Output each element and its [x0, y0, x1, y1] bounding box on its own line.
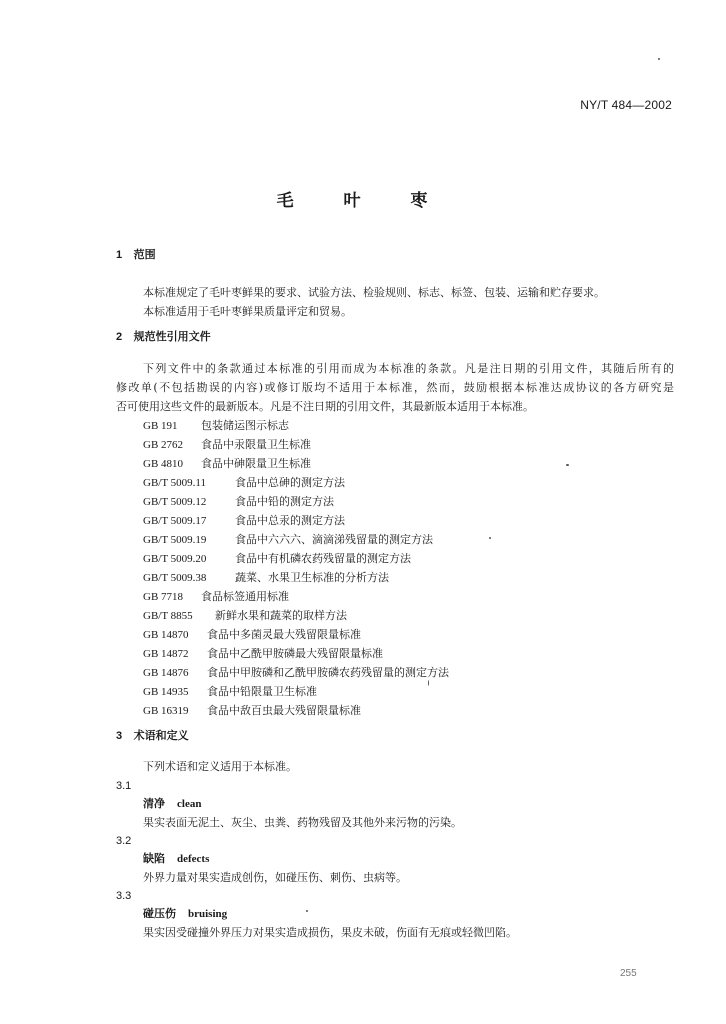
scan-speck	[566, 464, 569, 466]
reference-title: 食品中敌百虫最大残留限量标准	[207, 704, 361, 717]
term-heading	[143, 907, 227, 921]
references-paragraph-line-2: 修改单(不包括勘误的内容)或修订版均不适用于本标准，然而，鼓励根据本标准达成协议的各方研究是	[116, 381, 674, 394]
reference-title: 食品中铅限量卫生标准	[207, 685, 317, 698]
term-cn: 碰压伤	[143, 907, 176, 920]
section-2-heading	[116, 330, 211, 344]
term-cn: 缺陷	[143, 852, 165, 865]
section-title: 规范性引用文件	[133, 330, 211, 343]
reference-item	[143, 647, 383, 661]
reference-item	[143, 685, 317, 699]
term-heading	[143, 797, 201, 811]
scan-speck	[306, 910, 308, 912]
scan-speck	[658, 58, 660, 60]
reference-title: 食品中有机磷农药残留量的测定方法	[235, 552, 411, 565]
reference-item	[143, 704, 361, 718]
reference-title: 食品中汞限量卫生标准	[201, 438, 311, 451]
term-en: defects	[177, 853, 210, 865]
reference-title: 食品中砷限量卫生标准	[201, 457, 311, 470]
reference-title: 食品中六六六、滴滴涕残留量的测定方法	[235, 533, 433, 546]
reference-item	[143, 476, 345, 490]
reference-code: GB/T 5009.12	[143, 496, 207, 508]
section-3-heading	[116, 729, 189, 743]
section-number: 1	[116, 249, 123, 261]
section-number: 3	[116, 730, 123, 742]
term-en: bruising	[188, 908, 228, 920]
term-number: 3.2	[116, 835, 132, 847]
reference-code: GB 4810	[143, 458, 184, 470]
reference-item	[143, 457, 311, 471]
reference-code: GB/T 5009.38	[143, 572, 207, 584]
section-title: 范围	[133, 248, 156, 261]
term-definition: 果实表面无泥土、灰尘、虫粪、药物残留及其他外来污物的污染。	[143, 816, 462, 829]
reference-item	[143, 514, 345, 528]
reference-title: 食品中总砷的测定方法	[235, 476, 345, 489]
reference-item	[143, 609, 347, 623]
reference-code: GB 16319	[143, 705, 189, 717]
term-definition: 外界力量对果实造成创伤，如碰压伤、刺伤、虫病等。	[143, 871, 407, 884]
reference-title: 蔬菜、水果卫生标准的分析方法	[235, 571, 389, 584]
reference-item	[143, 628, 361, 642]
scope-paragraph-2: 本标准适用于毛叶枣鲜果质量评定和贸易。	[143, 305, 352, 318]
reference-title: 新鲜水果和蔬菜的取样方法	[215, 609, 347, 622]
reference-item	[143, 552, 411, 566]
document-code: NY/T 484—2002	[580, 98, 672, 112]
reference-item	[143, 533, 433, 547]
reference-code: GB 7718	[143, 591, 184, 603]
term-definition: 果实因受碰撞外界压力对果实造成损伤，果皮未破，伤面有无痕或轻微凹陷。	[143, 926, 517, 939]
reference-code: GB 2762	[143, 439, 184, 451]
terms-intro: 下列术语和定义适用于本标准。	[143, 760, 297, 773]
reference-code: GB/T 5009.17	[143, 515, 207, 527]
section-1-heading	[116, 248, 156, 262]
reference-code: GB/T 5009.11	[143, 477, 206, 489]
term-en: clean	[177, 798, 202, 810]
reference-item	[143, 666, 449, 680]
reference-item	[143, 438, 311, 452]
scope-paragraph-1: 本标准规定了毛叶枣鲜果的要求、试验方法、检验规则、标志、标签、包装、运输和贮存要求。	[143, 286, 605, 299]
reference-code: GB 14935	[143, 686, 189, 698]
reference-title: 食品中多菌灵最大残留限量标准	[207, 628, 361, 641]
term-cn: 清净	[143, 797, 165, 810]
reference-code: GB 14876	[143, 667, 189, 679]
section-number: 2	[116, 331, 123, 343]
reference-title: 食品中铅的测定方法	[235, 495, 334, 508]
term-heading	[143, 852, 209, 866]
reference-item	[143, 419, 289, 433]
reference-code: GB/T 8855	[143, 610, 193, 622]
reference-title: 食品中总汞的测定方法	[235, 514, 345, 527]
reference-item	[143, 590, 289, 604]
reference-item	[143, 495, 334, 509]
reference-code: GB 14872	[143, 648, 189, 660]
document-title: 毛 叶 枣	[276, 191, 450, 211]
scan-speck	[489, 537, 491, 539]
reference-title: 食品中乙酰甲胺磷最大残留限量标准	[207, 647, 383, 660]
reference-item	[143, 571, 389, 585]
reference-title: 食品中甲胺磷和乙酰甲胺磷农药残留量的测定方法	[207, 666, 449, 679]
references-paragraph-line-3: 否可使用这些文件的最新版本。凡是不注日期的引用文件，其最新版本适用于本标准。	[116, 400, 534, 413]
term-number: 3.1	[116, 780, 132, 792]
references-paragraph-line-1: 下列文件中的条款通过本标准的引用而成为本标准的条款。凡是注日期的引用文件，其随后所有的	[143, 362, 674, 375]
reference-code: GB 14870	[143, 629, 189, 641]
reference-code: GB/T 5009.19	[143, 534, 207, 546]
reference-title: 包装储运图示标志	[201, 419, 289, 432]
reference-code: GB 191	[143, 420, 178, 432]
reference-title: 食品标签通用标准	[201, 590, 289, 603]
section-title: 术语和定义	[133, 729, 189, 742]
term-number: 3.3	[116, 890, 132, 902]
page-number: 255	[620, 968, 637, 979]
reference-code: GB/T 5009.20	[143, 553, 207, 565]
scan-speck	[428, 680, 429, 686]
